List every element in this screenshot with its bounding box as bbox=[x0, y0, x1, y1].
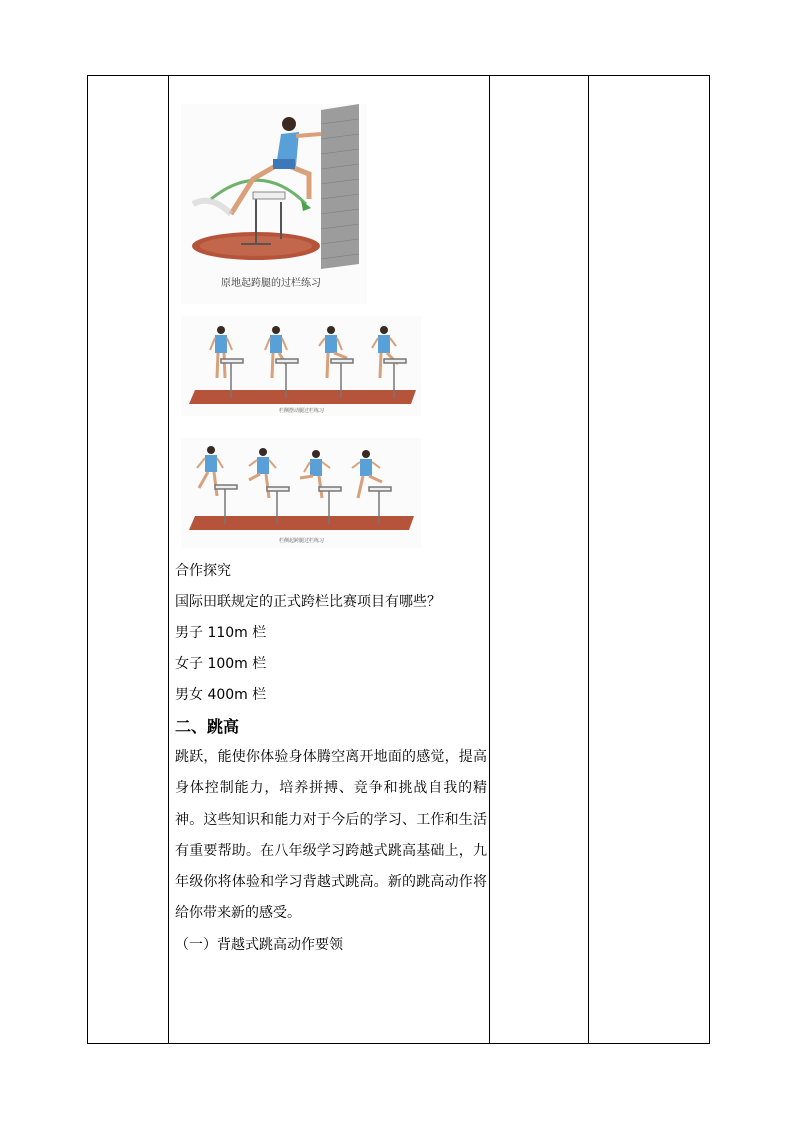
track-strip bbox=[189, 516, 414, 530]
section-heading: 二、跳高 bbox=[175, 717, 240, 736]
figure-caption: 栏侧摆动腿过栏练习 bbox=[279, 408, 325, 414]
column-fourth bbox=[589, 76, 710, 1044]
figure-caption: 原地起跨腿的过栏练习 bbox=[221, 278, 321, 289]
lesson-table bbox=[87, 75, 710, 1044]
section-label: 合作探究 bbox=[175, 563, 231, 579]
figure-caption: 栏侧起跨腿过栏练习 bbox=[279, 538, 325, 544]
track-strip bbox=[189, 390, 416, 404]
event-item: 男女 400m 栏 bbox=[175, 687, 267, 703]
trail-leg-drill-figure bbox=[181, 438, 421, 548]
event-item: 男子 110m 栏 bbox=[175, 625, 267, 641]
event-item: 女子 100m 栏 bbox=[175, 656, 267, 672]
body-paragraph: 跳跃，能使你体验身体腾空离开地面的感觉，提高身体控制能力，培养拼搏、竞争和挑战自我的精神。这些知识和能力对于今后的学习、工作和生活有重要帮助。在八年级学习跨越式跳高基础上，九年级你将体验和学习背越式跳高。新的跳高动作将给你带来新的感受。 bbox=[175, 749, 487, 922]
lead-leg-drill-figure bbox=[181, 316, 421, 416]
text-body bbox=[175, 556, 487, 961]
question-text: 国际田联规定的正式跨栏比赛项目有哪些？ bbox=[175, 594, 441, 610]
column-third bbox=[490, 76, 589, 1044]
column-content bbox=[169, 76, 490, 1044]
wall-hurdle-drill-figure bbox=[181, 104, 367, 304]
subheading: （一）背越式跳高动作要领 bbox=[175, 936, 343, 953]
column-left bbox=[88, 76, 169, 1044]
brick-wall bbox=[321, 104, 359, 269]
